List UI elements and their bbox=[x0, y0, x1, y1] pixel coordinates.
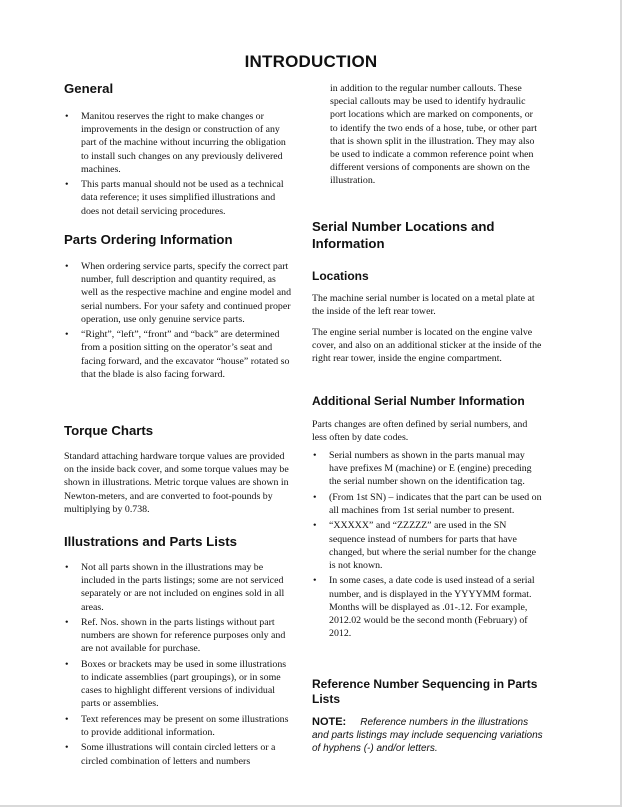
list-item: • Some illustrations will contain circled letters or a circled combination of letters and numbers bbox=[64, 741, 294, 767]
list-item: • Boxes or brackets may be used in some illustrations to indicate assemblies (part groupings), or in some cases to highlight different versions of individual parts or assemblies. bbox=[64, 658, 294, 711]
list-item: • (From 1st SN) – indicates that the part can be used on all machines from 1st serial number to present. bbox=[312, 491, 542, 517]
list-item: • This parts manual should not be used as a technical data reference; it uses simplified illustrations and does not detail servicing procedures. bbox=[64, 178, 294, 218]
list-item: • Not all parts shown in the illustrations may be included in the parts listings; some are not serviced separately or are not included on engines sold in all areas. bbox=[64, 561, 294, 614]
serial-heading: Serial Number Locations and Information bbox=[312, 219, 495, 251]
parts-ordering-list bbox=[64, 260, 294, 383]
note-label: NOTE: bbox=[312, 716, 347, 728]
note-text: Reference numbers in the illustrations and parts listings may include sequencing variations of hyphens (-) and/or letters. bbox=[312, 717, 543, 754]
list-item: • “XXXXX” and “ZZZZZ” are used in the SN sequence instead of numbers for parts that have changed, but where the serial number for the change is not known. bbox=[312, 519, 542, 572]
illustrations-list bbox=[64, 561, 294, 770]
engine-serial-text: The engine serial number is located on the engine valve cover, and also on an additional sticker at the inside of the right rear tower, inside the engine compartment. bbox=[312, 327, 542, 365]
torque-heading: Torque Charts bbox=[64, 423, 154, 438]
illustrations-heading: Illustrations and Parts Lists bbox=[64, 534, 237, 549]
reference-note bbox=[312, 716, 544, 755]
general-heading: General bbox=[64, 81, 114, 96]
additional-serial-list bbox=[312, 449, 542, 643]
list-item: • In some cases, a date code is used instead of a serial number, and is displayed in the YYYYMM format. Months will be displayed as .01-.12. For example, 2012.02 would be the second month (February) of 2012. bbox=[312, 574, 542, 640]
list-item: • Text references may be present on some illustrations to provide additional information. bbox=[64, 713, 294, 739]
additional-serial-heading: Additional Serial Number Information bbox=[312, 394, 525, 408]
list-item: • Ref. Nos. shown in the parts listings without part numbers are shown for reference purposes only and are not available for purchase. bbox=[64, 616, 294, 656]
machine-serial-text: The machine serial number is located on a metal plate at the inside of the left rear tower. bbox=[312, 293, 535, 318]
list-item: • Manitou reserves the right to make changes or improvements in the design or construction of any part of the machine without incurring the obligation to install such changes on any previously delivered machines. bbox=[64, 110, 294, 176]
parts-ordering-heading: Parts Ordering Information bbox=[64, 232, 233, 247]
list-item: • “Right”, “left”, “front” and “back” are determined from a position sitting on the operator’s seat and facing forward, and the excavator “house” rotated so that the blade is also facing forward. bbox=[64, 328, 294, 381]
page-title: INTRODUCTION bbox=[244, 52, 378, 71]
reference-heading: Reference Number Sequencing in Parts Lists bbox=[312, 677, 538, 706]
list-item: • Serial numbers as shown in the parts manual may have prefixes M (machine) or E (engine) preceding the serial number shown on the identification tag. bbox=[312, 449, 542, 489]
general-list bbox=[64, 110, 294, 220]
continuation-text: in addition to the regular number callouts. These special callouts may be used to identify hydraulic port locations which are marked on components, or to identify the two ends of a hose, tube, or other part that is shown split in the illustration. They may also be used to indicate a common reference point when different versions of components are shown on the illustration. bbox=[330, 83, 538, 187]
locations-heading: Locations bbox=[312, 269, 369, 283]
list-item: • When ordering service parts, specify the correct part number, full description and quantity required, as well as the respective machine and engine model and serial numbers. For your safety and continued proper operation, use only genuine service parts. bbox=[64, 260, 294, 326]
additional-serial-intro: Parts changes are often defined by serial numbers, and less often by date codes. bbox=[312, 419, 528, 444]
torque-text: Standard attaching hardware torque values are provided on the inside back cover, and some torque values may be shown in illustrations. Metric torque values are shown in Newton-meters, and are converted to foot-pounds by multiplying by 0.738. bbox=[64, 451, 289, 515]
